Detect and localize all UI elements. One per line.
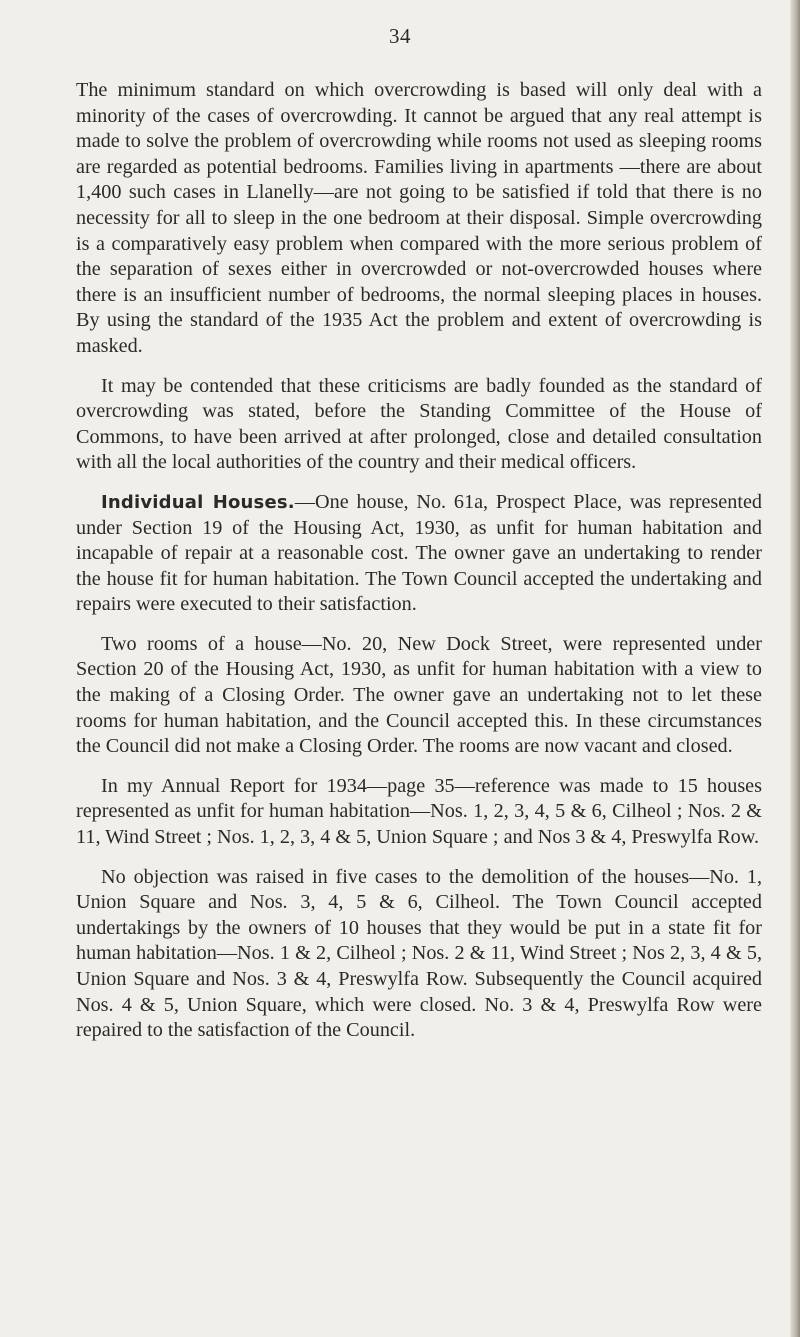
page-edge-shadow — [790, 0, 800, 1337]
paragraph-new-dock-street — [76, 632, 762, 760]
paragraph-text: No objection was raised in five cases to the demolition of the houses—No. 1, Union Square and Nos. 3, 4, 5 & 6, Cilheol. The Town Council accepted undertakings by the owners of 10 houses that they would be put in a state fit for human habitation—Nos. 1 & 2, Cilheol ; Nos. 2 & 11, Wind Street ; Nos 2, 3, 4 & 5, Union Square and Nos. 3 & 4, Preswylfa Row. Subsequently the Council acquired Nos. 4 & 5, Union Square, which were closed. No. 3 & 4, Preswylfa Row were repaired to the satisfaction of the Council. — [76, 865, 762, 1042]
section-heading-individual-houses: Individual Houses. — [101, 491, 295, 513]
paragraph-text: —One house, No. 61a, Prospect Place, was represented under Section 19 of the Housing Act, 1930, as unfit for human habitation and incapable of repair at a reasonable cost. The owner gave an undertaking to render the house fit for human habitation. The Town Council accepted the undertaking and repairs were executed to their satisfaction. — [76, 490, 762, 616]
paragraph-text: In my Annual Report for 1934—page 35—reference was made to 15 houses represented as unfit for human habitation—Nos. 1, 2, 3, 4, 5 & 6, Cilheol ; Nos. 2 & 11, Wind Street ; Nos. 1, 2, 3, 4 & 5, Union Square ; and Nos 3 & 4, Preswylfa Row. — [76, 774, 762, 849]
paragraph-annual-report-1934 — [76, 774, 762, 851]
paragraph-overcrowding-standard — [76, 78, 762, 360]
paragraph-demolition — [76, 865, 762, 1044]
paragraph-text: The minimum standard on which overcrowding is based will only deal with a minority of the cases of overcrowding. It cannot be argued that any real attempt is made to solve the problem of overcrowding while rooms not used as sleeping rooms are regarded as potential bedrooms. Families living in apartments —there are about 1,400 such cases in Llanelly—are not going to be satisfied if told that there is no necessity for all to sleep in the one bedroom at their disposal. Simple overcrowding is a comparatively easy problem when compared with the more serious problem of the separation of sexes either in overcrowded or not-overcrowded houses where there is an insufficient number of bedrooms, the normal sleeping places in houses. By using the standard of the 1935 Act the problem and extent of overcrowding is masked. — [76, 79, 762, 357]
paragraph-text: It may be contended that these criticisms are badly founded as the standard of overcrowding was stated, before the Standing Committee of the House of Commons, to have been arrived at after prolonged, close and detailed consultation with all the local authorities of the country and their medical officers. — [76, 374, 762, 474]
paragraph-criticisms — [76, 374, 762, 476]
page-number: 34 — [389, 24, 411, 48]
paragraph-individual-houses — [76, 490, 762, 618]
report-body — [76, 78, 762, 1058]
paragraph-text: Two rooms of a house—No. 20, New Dock Street, were represented under Section 20 of the Housing Act, 1930, as unfit for human habitation with a view to the making of a Closing Order. The owner gave an undertaking not to let these rooms for human habitation, and the Council accepted this. In these circumstances the Council did not make a Closing Order. The rooms are now vacant and closed. — [76, 632, 762, 758]
